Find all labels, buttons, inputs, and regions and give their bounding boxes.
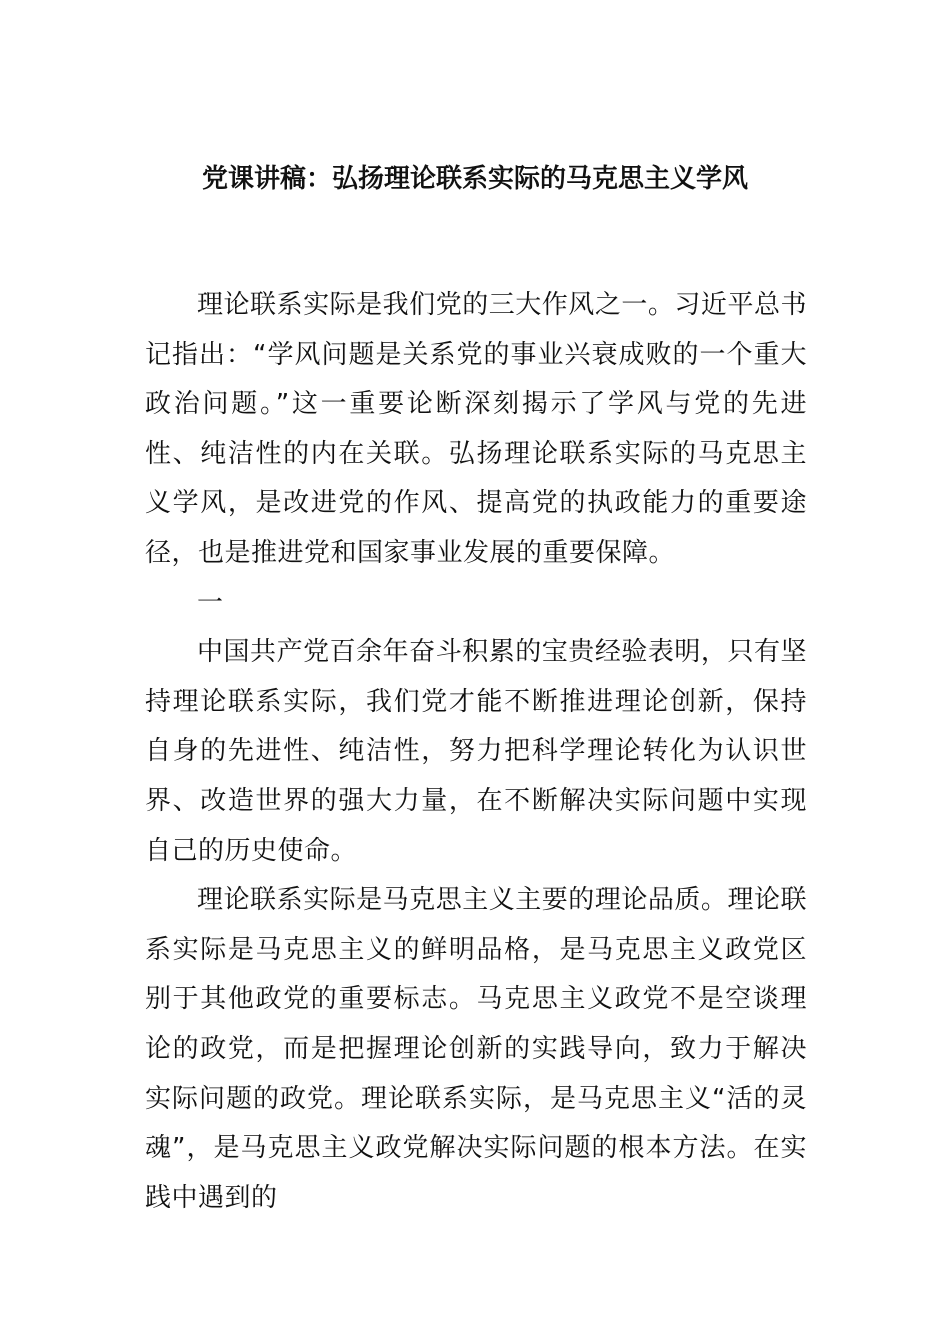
section-number-one: 一 [197,587,224,618]
document-body [145,281,807,1223]
paragraph-experience: 中国共产党百余年奋斗积累的宝贵经验表明，只有坚持理论联系实际，我们党才能不断推进理论创新，保持自身的先进性、纯洁性，努力把科学理论转化为认识世界、改造世界的强大力量，在不断解决实际问题中实现自己的历史使命。 [145,637,807,866]
document-title: 党课讲稿：弘扬理论联系实际的马克思主义学风 [201,164,748,194]
paragraph-intro: 理论联系实际是我们党的三大作风之一。习近平总书记指出：“学风问题是关系党的事业兴衰成败的一个重大政治问题。”这一重要论断深刻揭示了学风与党的先进性、纯洁性的内在关联。弘扬理论联系实际的马克思主义学风，是改进党的作风、提高党的执政能力的重要途径，也是推进党和国家事业发展的重要保障。 [145,290,807,568]
paragraph-theory-quality: 理论联系实际是马克思主义主要的理论品质。理论联系实际是马克思主义的鲜明品格，是马克思主义政党区别于其他政党的重要标志。马克思主义政党不是空谈理论的政党，而是把握理论创新的实践导向，致力于解决实际问题的政党。理论联系实际，是马克思主义“活的灵魂”，是马克思主义政党解决实际问题的根本方法。在实践中遇到的 [145,885,807,1213]
